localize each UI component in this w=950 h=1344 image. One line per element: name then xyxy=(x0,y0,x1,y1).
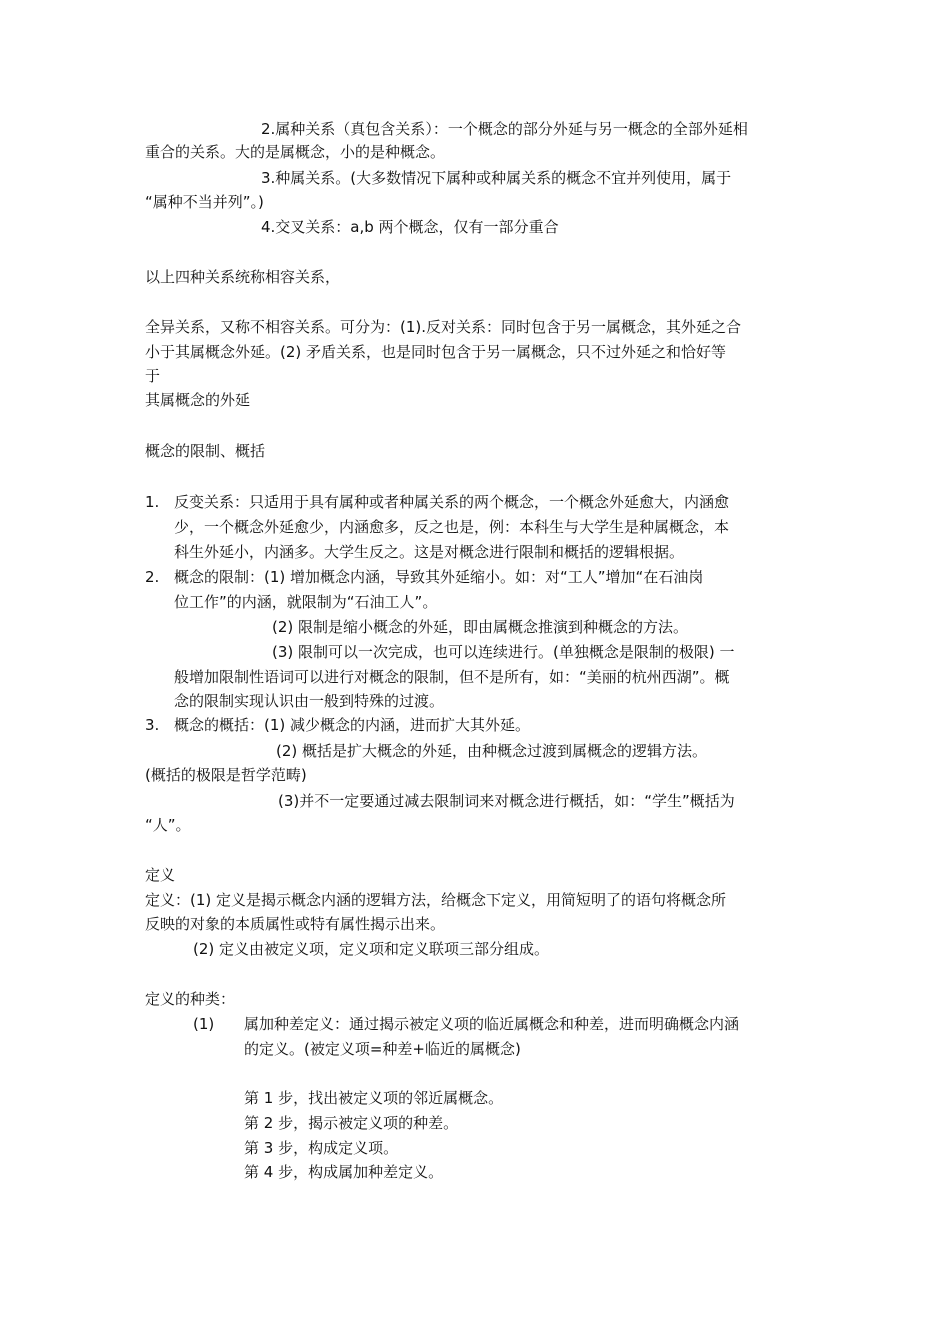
list-item-line: (2) 限制是缩小概念的外延，即由属概念推演到种概念的方法。 xyxy=(272,618,689,636)
paragraph-line: “属种不当并列”。) xyxy=(145,193,264,211)
step-line: 第 4 步，构成属加种差定义。 xyxy=(244,1163,444,1181)
paragraph-line: 定义：(1) 定义是揭示概念内涵的逻辑方法，给概念下定义，用简短明了的语句将概念所 xyxy=(145,891,727,909)
step-line: 第 3 步，构成定义项。 xyxy=(244,1139,399,1157)
section-heading: 概念的限制、概括 xyxy=(145,442,266,460)
list-item-line: 概念的限制：(1) 增加概念内涵，导致其外延缩小。如：对“工人”增加“在石油岗 xyxy=(174,568,704,586)
paragraph-line: 2.属种关系（真包含关系）：一个概念的部分外延与另一概念的全部外延相 xyxy=(261,120,748,138)
paragraph-line: 4.交叉关系：a,b 两个概念，仅有一部分重合 xyxy=(261,218,559,236)
list-number: (1) xyxy=(193,1015,215,1033)
list-item-line: (2) 概括是扩大概念的外延，由种概念过渡到属概念的逻辑方法。 xyxy=(276,742,708,760)
list-item-line: (3)并不一定要通过减去限制词来对概念进行概括，如：“学生”概括为 xyxy=(278,792,735,810)
paragraph-line: 以上四种关系统称相容关系， xyxy=(145,268,341,286)
paragraph-line: 3.种属关系。(大多数情况下属种或种属关系的概念不宜并列使用，属于 xyxy=(261,169,732,187)
list-item-line: 位工作”的内涵，就限制为“石油工人”。 xyxy=(174,593,438,611)
list-item-line: “人”。 xyxy=(145,816,191,834)
paragraph-line: 小于其属概念外延。(2) 矛盾关系，也是同时包含于另一属概念，只不过外延之和恰好等 xyxy=(145,343,727,361)
paragraph-line: 重合的关系。大的是属概念，小的是种概念。 xyxy=(145,143,446,161)
step-line: 第 1 步，找出被定义项的邻近属概念。 xyxy=(244,1089,504,1107)
section-heading: 定义 xyxy=(145,866,176,884)
list-item-line: 属加种差定义：通过揭示被定义项的临近属概念和种差，进而明确概念内涵 xyxy=(244,1015,740,1033)
paragraph-line: 其属概念的外延 xyxy=(145,391,251,409)
list-number: 3. xyxy=(145,716,160,734)
list-number: 2. xyxy=(145,568,160,586)
list-item-line: 念的限制实现认识由一般到特殊的过渡。 xyxy=(174,692,445,710)
list-item-line: 少，一个概念外延愈少，内涵愈多，反之也是，例：本科生与大学生是种属概念，本 xyxy=(174,518,730,536)
paragraph-line: 全异关系，又称不相容关系。可分为：(1).反对关系：同时包含于另一属概念，其外延之合 xyxy=(145,318,742,336)
list-number: 1. xyxy=(145,493,160,511)
list-item-line: 科生外延小，内涵多。大学生反之。这是对概念进行限制和概括的逻辑根据。 xyxy=(174,543,685,561)
step-line: 第 2 步，揭示被定义项的种差。 xyxy=(244,1114,459,1132)
section-heading: 定义的种类： xyxy=(145,990,236,1008)
list-item-line: 概念的概括：(1) 减少概念的内涵，进而扩大其外延。 xyxy=(174,716,531,734)
list-item-line: 般增加限制性语词可以进行对概念的限制，但不是所有，如：“美丽的杭州西湖”。概 xyxy=(174,668,730,686)
paragraph-line: (2) 定义由被定义项，定义项和定义联项三部分组成。 xyxy=(193,940,550,958)
paragraph-line: 于 xyxy=(145,367,161,385)
list-item-line: 的定义。(被定义项=种差+临近的属概念) xyxy=(244,1040,521,1058)
paragraph-line: 反映的对象的本质属性或特有属性揭示出来。 xyxy=(145,915,446,933)
list-item-line: (概括的极限是哲学范畴) xyxy=(145,766,307,784)
list-item-line: (3) 限制可以一次完成，也可以连续进行。(单独概念是限制的极限) 一 xyxy=(272,643,735,661)
list-item-line: 反变关系：只适用于具有属种或者种属关系的两个概念，一个概念外延愈大，内涵愈 xyxy=(174,493,730,511)
